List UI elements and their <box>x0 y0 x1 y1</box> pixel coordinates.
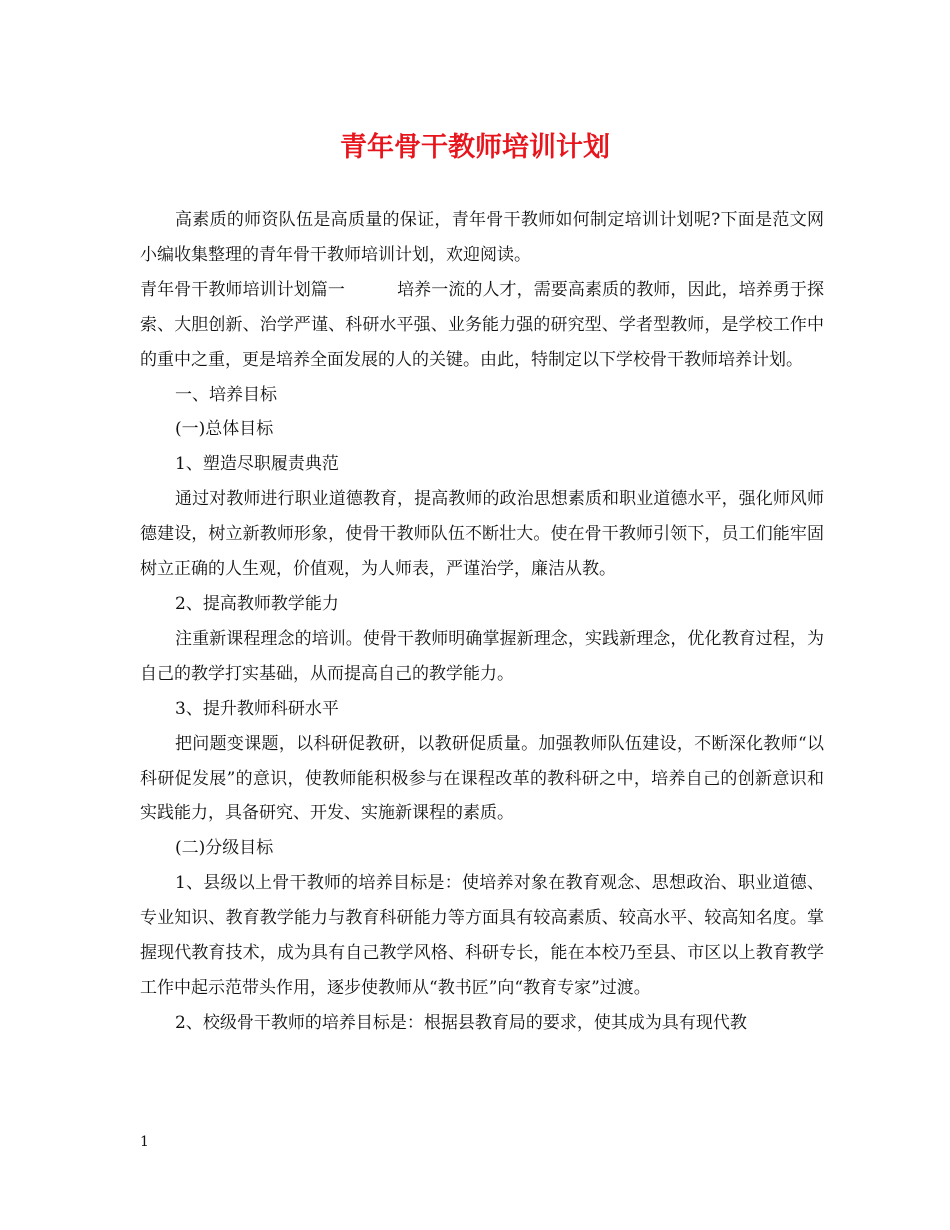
document-body <box>140 203 824 1041</box>
heading-goal-1: 1、塑造尽职履责典范 <box>175 454 339 475</box>
document-title: 青年骨干教师培训计划 <box>340 132 610 163</box>
heading-training-goals: 一、培养目标 <box>175 384 277 405</box>
paragraph-goal-2: 注重新课程理念的培训。使骨干教师明确掌握新理念，实践新理念，优化教育过程，为自己的教学打实基础，从而提高自己的教学能力。 <box>140 628 824 684</box>
section-text: 培养一流的人才，需要高素质的教师，因此，培养勇于探索、大胆创新、治学严谨、科研水平强、业务能力强的研究型、学者型教师，是学校工作中的重中之重，更是培养全面发展的人的关键。由此，特制定以下学校骨干教师培养计划。 <box>140 279 825 370</box>
paragraph-school-level: 2、校级骨干教师的培养目标是：根据县教育局的要求，使其成为具有现代教 <box>175 1012 747 1033</box>
section-title: 青年骨干教师培训计划篇一 <box>140 279 345 300</box>
paragraph-county-level: 1、县级以上骨干教师的培养目标是：使培养对象在教育观念、思想政治、职业道德、专业知识、教育教学能力与教育科研能力等方面具有较高素质、较高水平、较高知名度。掌握现代教育技术，成为具有自己教学风格、科研专长，能在本校乃至县、市区以上教育教学工作中起示范带头作用，逐步使教师从“教书匠”向“教育专家”过渡。 <box>140 873 824 998</box>
paragraph-section-heading <box>140 273 824 378</box>
heading-tiered-goals: (二)分级目标 <box>175 838 274 859</box>
heading-goal-2: 2、提高教师教学能力 <box>175 593 339 614</box>
heading-goal-3: 3、提升教师科研水平 <box>175 698 339 719</box>
paragraph-goal-3: 把问题变课题，以科研促教研，以教研促质量。加强教师队伍建设，不断深化教师“以科研促发展”的意识，使教师能积极参与在课程改革的教科研之中，培养自己的创新意识和实践能力，具备研究、开发、实施新课程的素质。 <box>140 733 824 824</box>
paragraph-intro: 高素质的师资队伍是高质量的保证，青年骨干教师如何制定培训计划呢?下面是范文网小编收集整理的青年骨干教师培训计划，欢迎阅读。 <box>140 210 824 265</box>
paragraph-goal-1: 通过对教师进行职业道德教育，提高教师的政治思想素质和职业道德水平，强化师风师德建设，树立新教师形象，使骨干教师队伍不断壮大。使在骨干教师引领下，员工们能牢固树立正确的人生观，价值观，为人师表，严谨治学，廉洁从教。 <box>140 489 824 580</box>
page-number: 1 <box>140 1134 149 1150</box>
heading-overall-goals: (一)总体目标 <box>175 419 274 440</box>
